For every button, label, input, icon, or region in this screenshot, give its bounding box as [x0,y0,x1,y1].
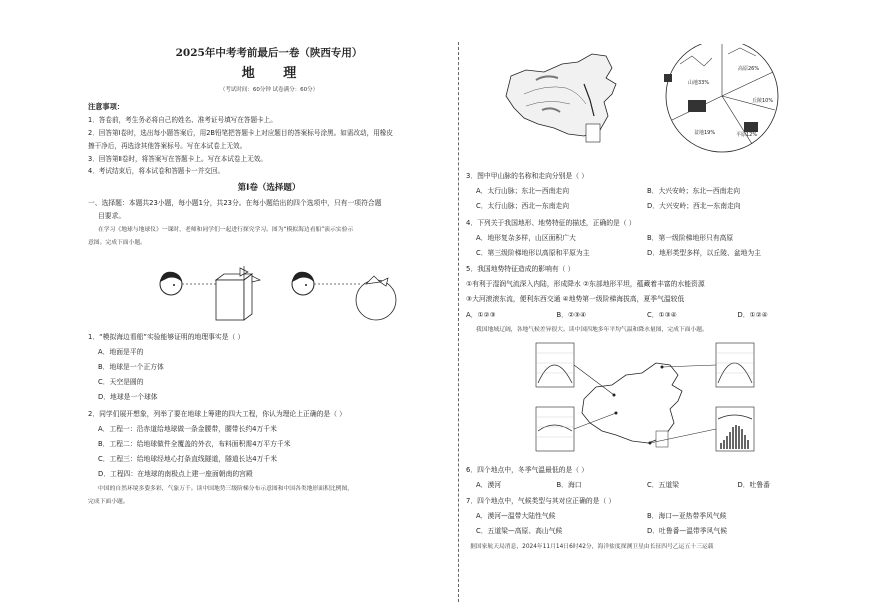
scene-text-cont: 意图。完成下面小题。 [88,239,146,246]
q4-options-row-2 [466,249,828,258]
q5-option-d[interactable]: D．①②④ [737,310,768,319]
question-7: 7．四个地点中，气候类型与其对应正确的是（ ） [466,496,616,505]
climate-figure [466,339,828,459]
scene-text: 我国地域辽阔，各地气候差异很大。读中国四地多年平均气温和降水量图，完成下面小题。 [476,326,708,333]
section-intro: 一、选择题：本题共23小题，每小题1分，共23分。在每小题给出的四个选项中，只有一项符合题 [88,198,382,207]
climate-chart-se [716,407,754,451]
question-2: 2．同学们展开想象，列举了要在地球上筹建的四大工程，你认为理论上正确的是（ ） [88,409,346,418]
observer-head-icon [160,271,182,294]
q2-option-b[interactable]: B．工程二：给地球做件全覆盖的外衣，布料面积需4万平方千米 [98,439,291,448]
subject-title: 地 理 [241,66,309,82]
pie-label-plateau: 高原26% [738,66,760,72]
q5-option-a[interactable]: A．①②③ [466,310,496,319]
q7-option-d[interactable]: D．吐鲁番—温带季风气候 [647,527,727,536]
q4-option-a[interactable]: A．地形复杂多样，山区面积广大 [476,233,576,242]
ship-experiment-figure [88,256,450,326]
q4-option-d[interactable]: D．地形类型多样，以丘陵、盆地为主 [647,248,761,257]
q1-option-c[interactable]: C．天空是圆的 [98,378,144,387]
notice-item: 擦干净后，再选涂其他答案标号。写在本试卷上无效。 [88,141,247,150]
observer-head-icon [292,271,314,294]
section-intro-cont: 目要求。 [98,211,126,220]
q7-options-row-2 [466,527,828,536]
scene-text-cont: 完成下面小题。 [88,499,129,506]
notice-heading: 注意事项： [88,102,124,112]
question-1: 1．“模拟海边看船”实验能够证明的地理事实是（ ） [88,332,245,341]
q3-options-row-2 [466,202,828,211]
q3-option-d[interactable]: D．大兴安岭；西北—东南走向 [647,202,741,211]
q7-option-b[interactable]: B．海口—亚热带季风气候 [647,512,727,521]
q3-options-row-1 [466,187,828,196]
q3-option-a[interactable]: A．太行山脉；东北—西南走向 [476,187,570,196]
china-climate-map [582,363,682,447]
q6-option-c[interactable]: C．五道梁 [647,480,679,489]
climate-map-illustration [466,339,828,459]
ship-experiment-illustration [88,256,450,326]
q4-option-b[interactable]: B．第一级阶梯地形只有高原 [647,233,734,242]
column-divider [458,42,459,602]
q5-statement-line-1: ①有利于湿润气流深入内陆，形成降水 ②东部地形平坦，蕴藏着丰富的水能资源 [466,280,705,289]
q5-statement-line-2: ③大河滚滚东流，便利东西交通 ④地势第一级阶梯海拔高，夏季气温较低 [466,295,685,304]
cube-block [216,266,260,320]
notice-item: 4．考试结束后，将本试卷和答题卡一并交回。 [88,167,225,176]
q6-options-row [466,481,828,490]
q6-option-d[interactable]: D．吐鲁番 [737,480,770,489]
question-6: 6．四个地点中，冬季气温最低的是（ ） [466,465,589,474]
q2-option-d[interactable]: D．工程四：在地球的南极点上建一座面朝南的宫殿 [98,470,253,479]
q2-option-c[interactable]: C．工程三：给地球经地心打条直线隧道，隧道长达4万千米 [98,455,277,464]
section-heading: 第Ⅰ卷（选择题） [237,183,301,194]
q6-option-a[interactable]: A．漠河 [476,480,502,489]
china-terrain-map [506,54,616,142]
climate-chart-sw [536,407,574,451]
question-4: 4．下列关于我国地形、地势特征的描述，正确的是（ ） [466,218,636,227]
q1-option-a[interactable]: A．地面是平的 [98,347,144,356]
scene-text: 在学习《地球与地球仪》一课时，老师和同学们一起进行探究学习。图为“模拟海边看船”演示实验示 [98,227,354,234]
right-column [466,44,828,552]
scene-text: 中国的自然环境多姿多彩，气象万千。读中国地势三级阶梯分布示意图和中国各类地形面积比例图， [98,486,354,493]
q6-option-b[interactable]: B．海口 [556,480,582,489]
q5-option-b[interactable]: B．②③④ [556,310,587,319]
q4-options-row-1 [466,234,828,243]
q5-option-c[interactable]: C．①③④ [647,310,677,319]
terrain-area-pie-chart [664,44,778,152]
notice-item: 2．回答第Ⅰ卷时，选出每小题答案后，用2B铅笔把答题卡上对应题目的答案标号涂黑。如需改动，用橡皮 [88,128,393,137]
q7-option-c[interactable]: C．五道梁—高原、高山气候 [476,527,563,536]
question-5: 5．我国地势特征造成的影响有（ ） [466,265,575,274]
terrain-figure [466,44,828,162]
exam-info: （考试时间：60分钟 试卷满分：60分） [219,86,319,93]
footer-scene-text: 据国家航天局消息，2024年11月14日6时42分，海洋盐度探测卫星由长征四号乙运五十三运载 [470,544,714,551]
q1-option-d[interactable]: D．地球是一个球体 [98,393,158,402]
q1-option-b[interactable]: B．地球是一个正方体 [98,363,164,372]
q3-option-c[interactable]: C．太行山脉；西北—东南走向 [476,202,570,211]
pie-label-basin: 盆地19% [694,130,716,136]
q4-option-c[interactable]: C．第三级阶梯地形以高原和平原为主 [476,248,590,257]
pie-label-hills: 丘陵10% [752,98,774,104]
sphere-ball [356,276,396,320]
q5-options-row [466,311,828,320]
pie-label-mountain: 山地33% [688,80,710,86]
q3-option-b[interactable]: B．大兴安岭；东北—西南走向 [647,187,741,196]
pie-label-plain: 平原12% [736,132,758,138]
climate-chart-ne [716,343,754,387]
notice-item: 1．答卷前，考生务必将自己的姓名、准考证号填写在答题卡上。 [88,115,277,124]
notice-item: 3．回答第Ⅱ卷时，将答案写在答题卡上。写在本试卷上无效。 [88,154,267,163]
exam-title: 2025年中考考前最后一卷（陕西专用） [175,47,363,59]
q2-option-a[interactable]: A．工程一：沿赤道给地球做一条金腰带，腰带长约4万千米 [98,424,277,433]
china-terrain-map-and-pie [466,44,828,162]
q7-options-row-1 [466,512,828,521]
q7-option-a[interactable]: A．漠河—温带大陆性气候 [476,512,556,521]
climate-chart-nw [536,343,574,387]
question-3: 3．图中甲山脉的名称和走向分别是（ ） [466,172,589,180]
left-column [88,44,450,507]
